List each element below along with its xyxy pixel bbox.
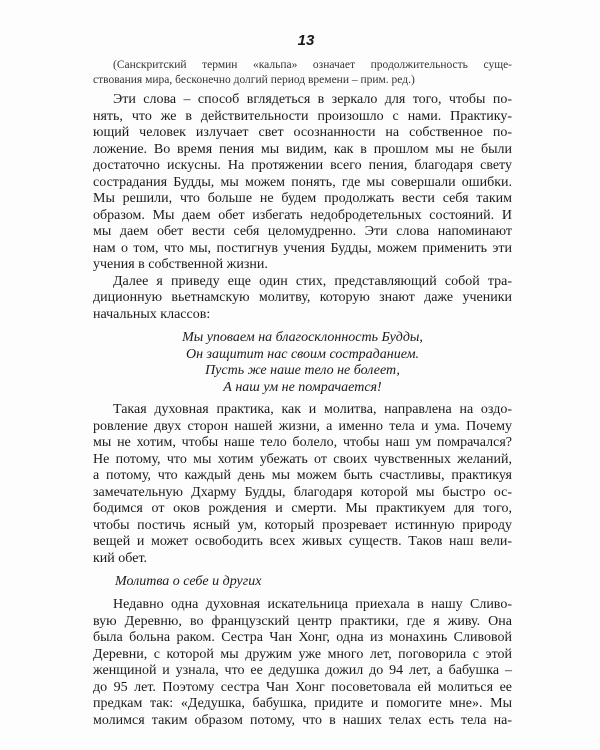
text-line: диционную вьетнамскую молитву, которую знают даже ученики [93,290,512,305]
text-line: ющий человек излучает свет осознанности на собственное по- [93,125,512,140]
text-line: начальных классов: [93,306,211,322]
text-line: мы не хотим, чтобы наше тело болело, чтобы наш ум помрачался? [93,435,512,450]
text-line: достаточно искусны. На протяжении всего пения, благодаря свету [93,158,512,173]
text-line: Он защитит нас своим состраданием. [185,346,420,362]
poem [93,330,512,396]
text-line: образом. Мы даем обет избегать недобродетельных состояний. И [93,207,512,223]
text-line: была больна раком. Сестра Чан Хонг, одна из монахинь Сливовой [93,630,512,645]
text-line: вую Деревню, во французский центр практики, где я живу. Она [93,613,512,629]
text-line: нам о том, что мы, постигнув учения Будды, можем применить эти [93,240,512,256]
section-heading: Молитва о себе и других [115,574,262,589]
text-line: до 95 лет. Поэтому сестра Чан Хонг посоветовала ей молиться ее [93,679,512,695]
text-line: Пусть же наше тело не болеет, [205,363,400,378]
text-line: Деревни, с которой мы дружим уже много лет, поговорила с этой [93,646,512,662]
text-line: а потому, что каждый день мы можем быть счастливы, практикуя [93,468,512,483]
paragraph [93,92,512,274]
text-line: Мы уповаем на благосклонность Будды, [182,330,423,345]
text-line: ствования мира, бесконечно долгий период времени – прим. ред.) [93,74,415,86]
text-line: бодимся от оков рождения и смерти. Мы практикуем для того, [93,501,512,516]
text-line: замечательную Дхарму Будды, благодаря которой мы быстро ос- [93,484,512,500]
paragraph [93,402,512,567]
text-line: кий обет. [93,550,148,566]
text-line: ложение. Во время пения мы видим, как в прошлом мы не были [93,141,512,157]
text-line: А наш ум не помрачается! [223,379,382,395]
page-number: 13 [297,32,315,49]
text-line: ровление двух сторон нашей жизни, а именно тела и ума. Почему [93,418,512,434]
text-line: предкам так: «Дедушка, бабушка, придите и помогите мне». Мы [93,696,512,711]
text-line: Далее я приведу еще один стих, представляющий собой тра- [113,273,512,289]
text-line: Такая духовная практика, как и молитва, направлена на оздо- [113,402,512,417]
text-line: женщиной и узнала, что ее дедушка дожил до 94 лет, а бабушка – [93,663,512,678]
text-line: Мы решили, что больше не будем продолжать вести себя таким [93,191,512,206]
text-line: чтобы постичь ясный ум, который прозревает истинную природу [93,517,512,533]
text-line: Не потому, что мы хотим убежать от своих чувственных желаний, [93,451,512,467]
text-line: вещей и может освободить всех живых существ. Таков наш вели- [93,534,512,549]
paragraph [93,274,512,324]
text-line: нять, что же в действительности произошло с нами. Практику- [93,108,512,124]
footnote [93,58,512,88]
paragraph [93,597,512,729]
text-line: Эти слова – способ вглядеться в зеркало для того, чтобы по- [113,92,512,107]
text-line: учения в собственной жизни. [93,257,268,272]
text-line: (Санскритский термин «кальпа» означает продолжительность суще- [113,59,512,71]
text-line: сострадания Будды, мы можем понять, где мы совершали ошибки. [93,174,512,190]
text-line: Недавно одна духовная искательница приехала в нашу Сливо- [113,597,512,612]
text-line: молимся таким образом потому, что в наших телах есть тела на- [93,712,512,728]
text-line: мы даем обет вести себя целомудренно. Эти слова напоминают [93,224,512,239]
